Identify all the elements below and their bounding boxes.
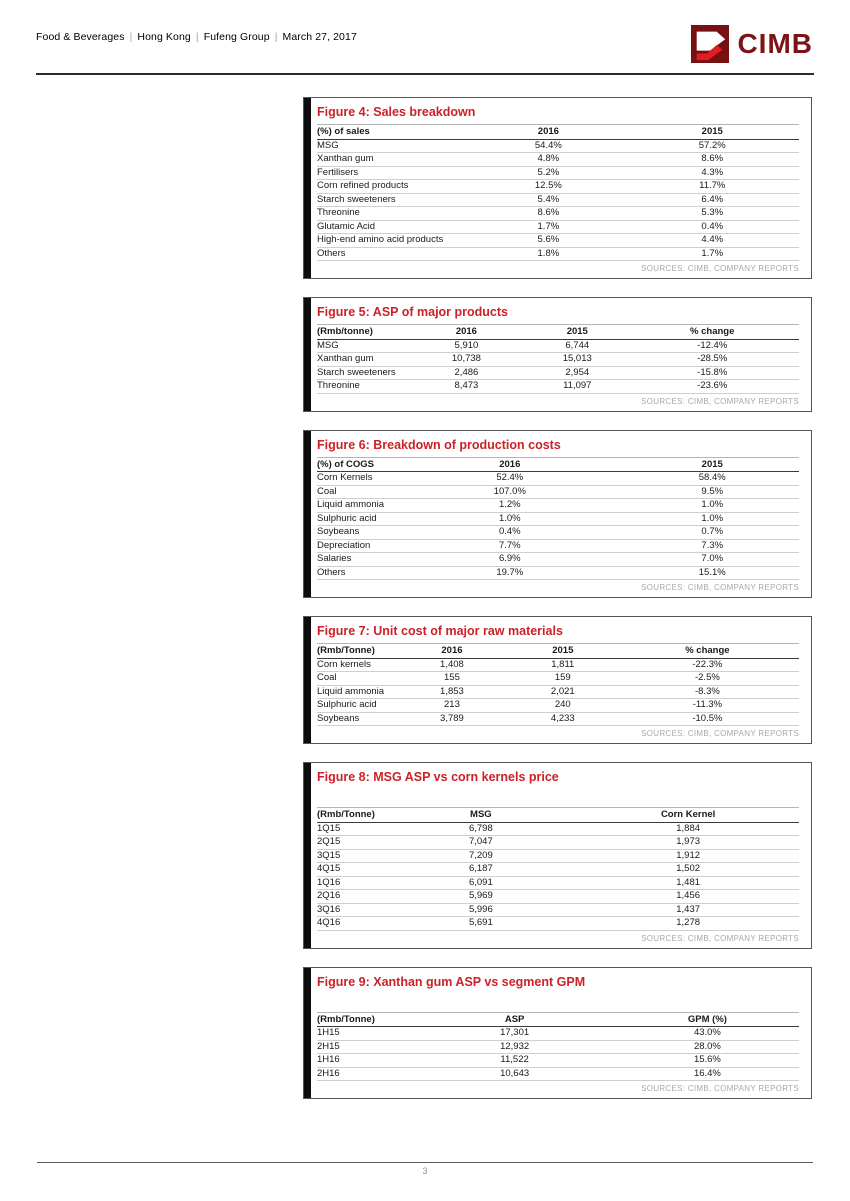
table-cell: 1.0% bbox=[625, 499, 799, 513]
table-cell: 4.3% bbox=[625, 166, 799, 180]
figure-title: Figure 8: MSG ASP vs corn kernels price bbox=[317, 770, 559, 784]
table-cell: 6.9% bbox=[394, 553, 625, 567]
figure-6-production-costs bbox=[303, 430, 812, 599]
table-header-row bbox=[317, 644, 799, 659]
table-cell: 8,473 bbox=[404, 380, 529, 394]
table-row bbox=[317, 180, 799, 194]
table-cell: 2,954 bbox=[529, 366, 625, 380]
table-row bbox=[317, 917, 799, 931]
table-row bbox=[317, 553, 799, 567]
sources-label: SOURCES: CIMB, COMPANY REPORTS bbox=[641, 729, 799, 738]
table-row bbox=[317, 339, 799, 353]
column-header: 2015 bbox=[510, 644, 616, 659]
table-cell: 28.0% bbox=[616, 1040, 799, 1054]
table-header-row bbox=[317, 1012, 799, 1027]
table-cell: Soybeans bbox=[317, 712, 394, 726]
table-cell: MSG bbox=[317, 339, 404, 353]
table-row bbox=[317, 903, 799, 917]
column-header: % change bbox=[616, 644, 799, 659]
table-cell: 1Q15 bbox=[317, 822, 384, 836]
table-cell: 1.0% bbox=[625, 512, 799, 526]
table-cell: -15.8% bbox=[625, 366, 799, 380]
table-cell: 54.4% bbox=[471, 139, 625, 153]
table-row bbox=[317, 485, 799, 499]
table-cell: 57.2% bbox=[625, 139, 799, 153]
figure-9-table bbox=[317, 1012, 799, 1082]
table-header-row bbox=[317, 457, 799, 472]
table-row bbox=[317, 539, 799, 553]
table-cell: 52.4% bbox=[394, 472, 625, 486]
table-cell: 12.5% bbox=[471, 180, 625, 194]
table-cell: 11.7% bbox=[625, 180, 799, 194]
table-cell: 1H16 bbox=[317, 1054, 413, 1068]
table-cell: Others bbox=[317, 247, 471, 261]
table-cell: 1Q16 bbox=[317, 876, 384, 890]
table-cell: 4Q15 bbox=[317, 863, 384, 877]
table-row bbox=[317, 380, 799, 394]
table-row bbox=[317, 220, 799, 234]
table-cell: 17,301 bbox=[413, 1027, 615, 1041]
table-row bbox=[317, 836, 799, 850]
column-header: 2016 bbox=[471, 125, 625, 140]
column-header: (%) of COGS bbox=[317, 457, 394, 472]
table-row bbox=[317, 353, 799, 367]
table-cell: 1,502 bbox=[577, 863, 799, 877]
table-row bbox=[317, 139, 799, 153]
table-cell: 5,691 bbox=[384, 917, 577, 931]
table-cell: 4.4% bbox=[625, 234, 799, 248]
table-cell: 1,456 bbox=[577, 890, 799, 904]
table-cell: 7.7% bbox=[394, 539, 625, 553]
table-cell: Liquid ammonia bbox=[317, 499, 394, 513]
table-header-row bbox=[317, 325, 799, 340]
table-cell: 2H15 bbox=[317, 1040, 413, 1054]
table-row bbox=[317, 566, 799, 580]
table-cell: 213 bbox=[394, 699, 510, 713]
sources-label: SOURCES: CIMB, COMPANY REPORTS bbox=[641, 396, 799, 406]
figure-8-table bbox=[317, 807, 799, 931]
table-cell: -10.5% bbox=[616, 712, 799, 726]
breadcrumb-segment: Fufeng Group bbox=[203, 31, 270, 43]
table-row bbox=[317, 658, 799, 672]
table-cell: 5,996 bbox=[384, 903, 577, 917]
table-row bbox=[317, 849, 799, 863]
table-cell: 4.8% bbox=[471, 153, 625, 167]
table-cell: 2,486 bbox=[404, 366, 529, 380]
cimb-logo-icon bbox=[691, 25, 729, 63]
table-cell: 1.0% bbox=[394, 512, 625, 526]
table-cell: High-end amino acid products bbox=[317, 234, 471, 248]
table-cell: 6.4% bbox=[625, 193, 799, 207]
header-divider bbox=[36, 73, 814, 75]
table-cell: 1,278 bbox=[577, 917, 799, 931]
table-cell: Sulphuric acid bbox=[317, 699, 394, 713]
table-row bbox=[317, 890, 799, 904]
table-cell: Depreciation bbox=[317, 539, 394, 553]
table-row bbox=[317, 234, 799, 248]
breadcrumb-separator: | bbox=[129, 31, 133, 43]
column-header: GPM (%) bbox=[616, 1012, 799, 1027]
column-header: (Rmb/Tonne) bbox=[317, 1012, 413, 1027]
table-cell: -12.4% bbox=[625, 339, 799, 353]
table-cell: Sulphuric acid bbox=[317, 512, 394, 526]
table-row bbox=[317, 366, 799, 380]
figure-title: Figure 6: Breakdown of production costs bbox=[317, 437, 561, 452]
figure-4-table bbox=[317, 124, 799, 261]
table-header-row bbox=[317, 125, 799, 140]
table-cell: 5.6% bbox=[471, 234, 625, 248]
breadcrumb-segment: Food & Beverages bbox=[36, 31, 125, 43]
table-cell: 0.4% bbox=[394, 526, 625, 540]
table-cell: Corn refined products bbox=[317, 180, 471, 194]
figure-4-sales-breakdown bbox=[303, 97, 812, 279]
table-cell: 15,013 bbox=[529, 353, 625, 367]
table-cell: 8.6% bbox=[471, 207, 625, 221]
breadcrumb-separator: | bbox=[274, 31, 278, 43]
figure-left-bar bbox=[304, 763, 311, 948]
figure-title: Figure 5: ASP of major products bbox=[317, 305, 508, 319]
table-cell: Xanthan gum bbox=[317, 353, 404, 367]
table-cell: 7,209 bbox=[384, 849, 577, 863]
table-cell: Salaries bbox=[317, 553, 394, 567]
table-cell: Corn Kernels bbox=[317, 472, 394, 486]
table-cell: Starch sweeteners bbox=[317, 193, 471, 207]
table-row bbox=[317, 153, 799, 167]
table-cell: 5.3% bbox=[625, 207, 799, 221]
table-cell: 159 bbox=[510, 672, 616, 686]
table-cell: 2H16 bbox=[317, 1067, 413, 1081]
table-cell: 3Q16 bbox=[317, 903, 384, 917]
table-header-row bbox=[317, 808, 799, 823]
table-cell: MSG bbox=[317, 139, 471, 153]
table-cell: 1,481 bbox=[577, 876, 799, 890]
table-cell: Others bbox=[317, 566, 394, 580]
column-header: (Rmb/tonne) bbox=[317, 325, 404, 340]
table-cell: 0.4% bbox=[625, 220, 799, 234]
table-cell: 11,522 bbox=[413, 1054, 615, 1068]
table-row bbox=[317, 526, 799, 540]
table-cell: Starch sweeteners bbox=[317, 366, 404, 380]
table-cell: 1.7% bbox=[471, 220, 625, 234]
sources-label: SOURCES: CIMB, COMPANY REPORTS bbox=[641, 1084, 799, 1093]
column-header: MSG bbox=[384, 808, 577, 823]
column-header: 2015 bbox=[529, 325, 625, 340]
table-cell: 240 bbox=[510, 699, 616, 713]
table-cell: Threonine bbox=[317, 207, 471, 221]
column-header: ASP bbox=[413, 1012, 615, 1027]
table-cell: 4Q16 bbox=[317, 917, 384, 931]
figure-left-bar bbox=[304, 617, 311, 743]
table-row bbox=[317, 876, 799, 890]
figure-left-bar bbox=[304, 968, 311, 1099]
table-cell: 6,744 bbox=[529, 339, 625, 353]
table-cell: 19.7% bbox=[394, 566, 625, 580]
table-row bbox=[317, 499, 799, 513]
table-cell: 43.0% bbox=[616, 1027, 799, 1041]
table-cell: 10,738 bbox=[404, 353, 529, 367]
cimb-logo bbox=[691, 25, 813, 63]
table-cell: 58.4% bbox=[625, 472, 799, 486]
table-cell: 1,853 bbox=[394, 685, 510, 699]
table-row bbox=[317, 699, 799, 713]
table-cell: 1.7% bbox=[625, 247, 799, 261]
figure-5-asp-major-products bbox=[303, 297, 812, 412]
figure-title: Figure 9: Xanthan gum ASP vs segment GPM bbox=[317, 974, 586, 989]
table-row bbox=[317, 863, 799, 877]
table-row bbox=[317, 1027, 799, 1041]
table-cell: 1,811 bbox=[510, 658, 616, 672]
table-cell: -23.6% bbox=[625, 380, 799, 394]
page-footer bbox=[37, 1162, 813, 1176]
cimb-logo-text: CIMB bbox=[737, 28, 813, 59]
column-header: (Rmb/Tonne) bbox=[317, 644, 394, 659]
column-header: 2016 bbox=[394, 644, 510, 659]
figure-title: Figure 4: Sales breakdown bbox=[317, 105, 476, 119]
table-row bbox=[317, 247, 799, 261]
table-cell: 7.3% bbox=[625, 539, 799, 553]
column-header: Corn Kernel bbox=[577, 808, 799, 823]
table-cell: 6,187 bbox=[384, 863, 577, 877]
table-cell: 3Q15 bbox=[317, 849, 384, 863]
table-row bbox=[317, 712, 799, 726]
table-cell: 1,408 bbox=[394, 658, 510, 672]
table-cell: -2.5% bbox=[616, 672, 799, 686]
table-cell: Xanthan gum bbox=[317, 153, 471, 167]
column-header: 2015 bbox=[625, 125, 799, 140]
table-cell: Coal bbox=[317, 485, 394, 499]
table-cell: Threonine bbox=[317, 380, 404, 394]
column-header: % change bbox=[625, 325, 799, 340]
figure-7-raw-material-unit-cost bbox=[303, 616, 812, 744]
sources-label: SOURCES: CIMB, COMPANY REPORTS bbox=[641, 583, 799, 592]
figures-column bbox=[303, 97, 812, 1117]
table-row bbox=[317, 672, 799, 686]
table-row bbox=[317, 193, 799, 207]
figure-8-msg-vs-corn-price bbox=[303, 762, 812, 949]
page-number: 3 bbox=[422, 1166, 428, 1176]
table-cell: 155 bbox=[394, 672, 510, 686]
table-cell: 9.5% bbox=[625, 485, 799, 499]
table-row bbox=[317, 207, 799, 221]
sources-label: SOURCES: CIMB, COMPANY REPORTS bbox=[641, 264, 799, 273]
table-row bbox=[317, 1067, 799, 1081]
table-cell: Soybeans bbox=[317, 526, 394, 540]
table-cell: 2Q15 bbox=[317, 836, 384, 850]
table-cell: 2,021 bbox=[510, 685, 616, 699]
figure-title: Figure 7: Unit cost of major raw materials bbox=[317, 624, 563, 638]
table-cell: 2Q16 bbox=[317, 890, 384, 904]
table-cell: 15.1% bbox=[625, 566, 799, 580]
figure-left-bar bbox=[304, 98, 311, 278]
table-cell: Fertilisers bbox=[317, 166, 471, 180]
table-row bbox=[317, 512, 799, 526]
table-cell: 5,910 bbox=[404, 339, 529, 353]
table-row bbox=[317, 166, 799, 180]
column-header: (%) of sales bbox=[317, 125, 471, 140]
table-row bbox=[317, 1054, 799, 1068]
table-cell: 11,097 bbox=[529, 380, 625, 394]
table-cell: 12,932 bbox=[413, 1040, 615, 1054]
column-header: (Rmb/Tonne) bbox=[317, 808, 384, 823]
table-cell: Liquid ammonia bbox=[317, 685, 394, 699]
column-header: 2016 bbox=[394, 457, 625, 472]
breadcrumb bbox=[36, 25, 357, 43]
table-cell: 15.6% bbox=[616, 1054, 799, 1068]
breadcrumb-separator: | bbox=[195, 31, 199, 43]
table-cell: 16.4% bbox=[616, 1067, 799, 1081]
table-cell: 1,912 bbox=[577, 849, 799, 863]
table-row bbox=[317, 472, 799, 486]
figure-5-table bbox=[317, 324, 799, 394]
table-cell: 1,437 bbox=[577, 903, 799, 917]
figure-left-bar bbox=[304, 431, 311, 598]
table-cell: Glutamic Acid bbox=[317, 220, 471, 234]
table-cell: 1,973 bbox=[577, 836, 799, 850]
table-cell: 6,091 bbox=[384, 876, 577, 890]
figure-6-table bbox=[317, 457, 799, 581]
table-cell: -22.3% bbox=[616, 658, 799, 672]
table-cell: 1.8% bbox=[471, 247, 625, 261]
table-cell: 1.2% bbox=[394, 499, 625, 513]
table-cell: 4,233 bbox=[510, 712, 616, 726]
table-cell: 0.7% bbox=[625, 526, 799, 540]
table-cell: -8.3% bbox=[616, 685, 799, 699]
table-cell: 7.0% bbox=[625, 553, 799, 567]
table-cell: 5.4% bbox=[471, 193, 625, 207]
table-cell: Corn kernels bbox=[317, 658, 394, 672]
table-row bbox=[317, 685, 799, 699]
table-cell: -28.5% bbox=[625, 353, 799, 367]
figure-left-bar bbox=[304, 298, 311, 411]
table-cell: 1H15 bbox=[317, 1027, 413, 1041]
table-cell: 5,969 bbox=[384, 890, 577, 904]
figure-7-table bbox=[317, 643, 799, 726]
table-cell: 107.0% bbox=[394, 485, 625, 499]
breadcrumb-segment: March 27, 2017 bbox=[282, 31, 357, 43]
table-cell: Coal bbox=[317, 672, 394, 686]
table-cell: -11.3% bbox=[616, 699, 799, 713]
column-header: 2015 bbox=[625, 457, 799, 472]
column-header: 2016 bbox=[404, 325, 529, 340]
table-cell: 3,789 bbox=[394, 712, 510, 726]
table-cell: 7,047 bbox=[384, 836, 577, 850]
table-row bbox=[317, 822, 799, 836]
table-cell: 6,798 bbox=[384, 822, 577, 836]
figure-9-xanthan-asp-vs-gpm bbox=[303, 967, 812, 1100]
table-cell: 8.6% bbox=[625, 153, 799, 167]
page-header bbox=[0, 0, 850, 63]
table-row bbox=[317, 1040, 799, 1054]
table-cell: 1,884 bbox=[577, 822, 799, 836]
table-cell: 5.2% bbox=[471, 166, 625, 180]
breadcrumb-segment: Hong Kong bbox=[137, 31, 191, 43]
table-cell: 10,643 bbox=[413, 1067, 615, 1081]
sources-label: SOURCES: CIMB, COMPANY REPORTS bbox=[641, 933, 799, 943]
